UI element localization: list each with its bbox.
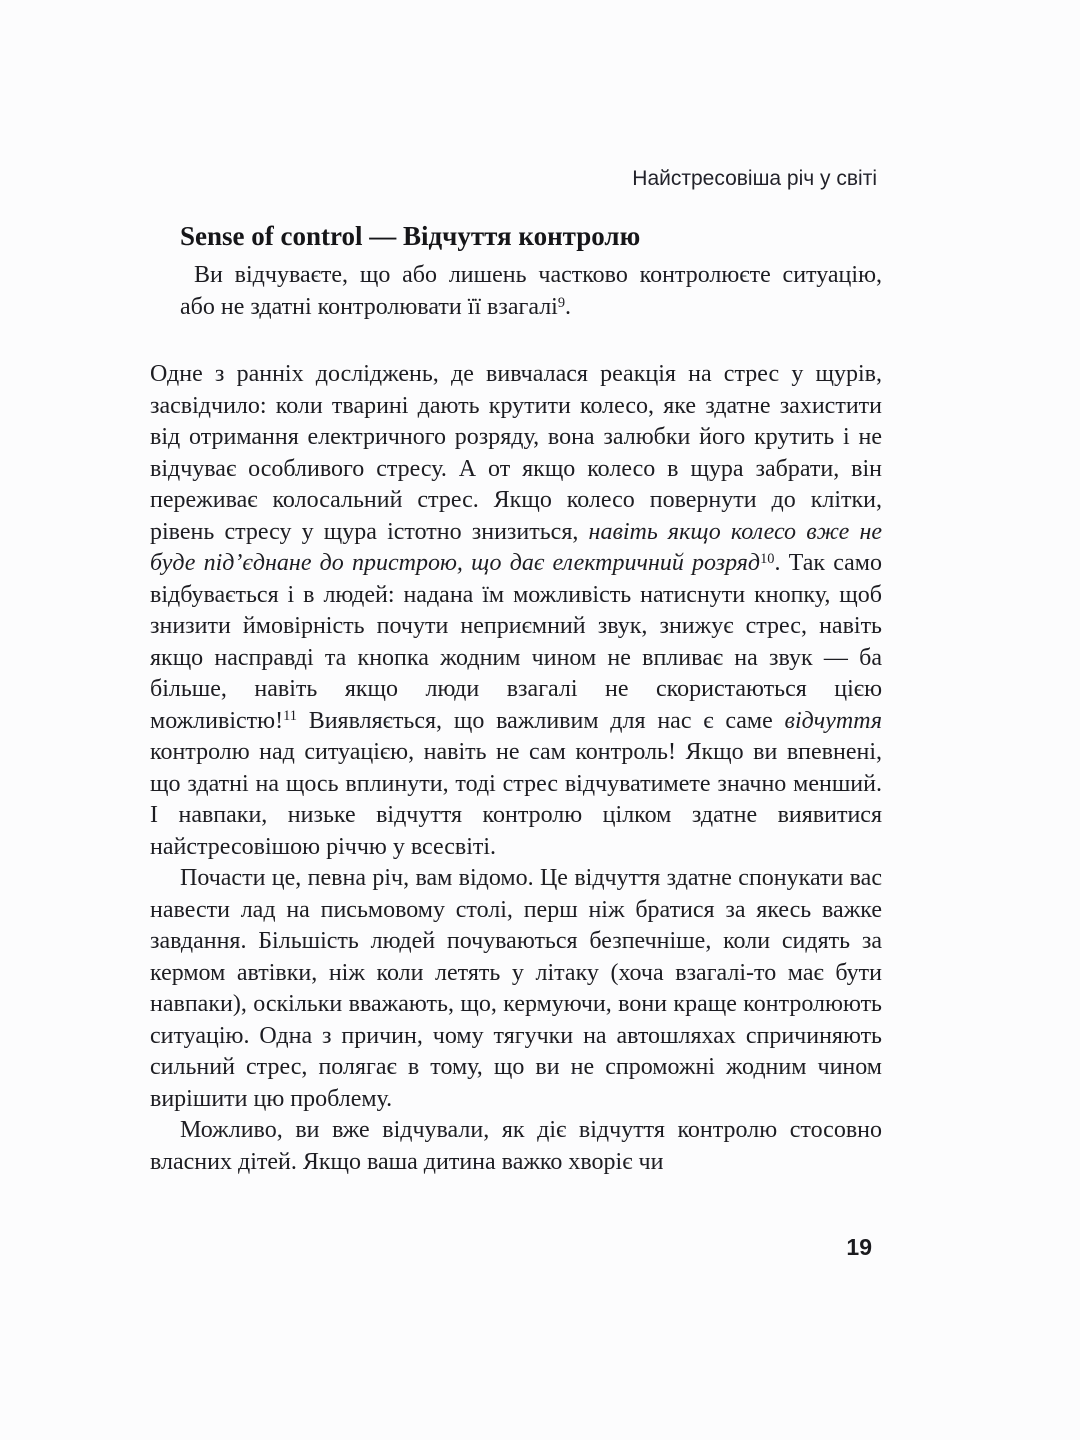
paragraph-1-text: Виявляється, що важливим для нас є саме	[296, 707, 785, 734]
paragraph-1-text: контролю над ситуацією, навіть не сам контроль! Якщо ви впевнені, що здатні на щось вплинути, тоді стрес відчуватимете значно менший. І навпаки, низьке відчуття контролю цілком здатне виявитися найстресовішою річчю у всесвіті.	[150, 739, 882, 860]
footnote-ref-11: 11	[283, 708, 297, 725]
paragraph-1-text: Одне з ранніх досліджень, де вивчалася реакція на стрес у щурів, засвідчило: коли тварині дають крутити колесо, яке здатне захистити від отримання електричного розряду, вона залюбки його крутить і не відчуває особливого стресу. А от якщо колесо в щура забрати, він переживає колосальний стрес. Якщо колесо повернути до клітки, рівень стресу у щура істотно знизиться,	[150, 361, 882, 545]
page-content	[150, 220, 882, 1178]
paragraph-1-italic: навіть якщо колесо вже не буде під’єднане до пристрою, що дає електричний розряд	[150, 518, 883, 576]
section-heading: Sense of control — Відчуття контролю	[180, 221, 641, 251]
paragraph-2-text: Почасти це, певна річ, вам відомо. Це відчуття здатне спонукати вас навести лад на письмовому столі, перш ніж братися за якесь важке завдання. Більшість людей почуваються безпечніше, коли сидять за кермом автівки, ніж коли летять у літаку (хоча взагалі-то має бути навпаки), оскільки вважають, що, кермуючи, вони краще контролюють ситуацію. Одна з причин, чому тягучки на автошляхах спричиняють сильний стрес, полягає в тому, що ви не спроможні жодним чином вирішити цю проблему.	[150, 865, 882, 1112]
epigraph-text-end: .	[565, 294, 572, 320]
paragraph-3	[150, 1115, 882, 1178]
footnote-ref-10: 10	[760, 550, 775, 567]
epigraph-text: Ви відчуваєте, що або лишень частково контролюєте ситуацію, або не здатні контролювати її взагалі	[180, 262, 882, 320]
paragraph-1-text: . Так само відбувається і в людей: надана їм можливість натиснути кнопку, щоб знизити ймовірність почути неприємний звук, знижує стрес, навіть якщо насправді та кнопка жодним чином не впливає на звук — ба більше, навіть якщо люди взагалі не скористаються цією можливістю!	[150, 550, 882, 734]
paragraph-3-text: Можливо, ви вже відчували, як діє відчуття контролю стосовно власних дітей. Якщо ваша дитина важко хворіє чи	[150, 1117, 882, 1175]
paragraph-2	[150, 863, 882, 1115]
body-text	[150, 359, 882, 1178]
epigraph	[180, 259, 882, 323]
paragraph-1-italic-word: відчуття	[784, 707, 882, 734]
paragraph-1	[150, 359, 882, 863]
page-number: 19	[846, 1234, 872, 1260]
running-head: Найстресовіша річ у світі	[632, 167, 877, 190]
footnote-ref-9: 9	[557, 294, 566, 311]
